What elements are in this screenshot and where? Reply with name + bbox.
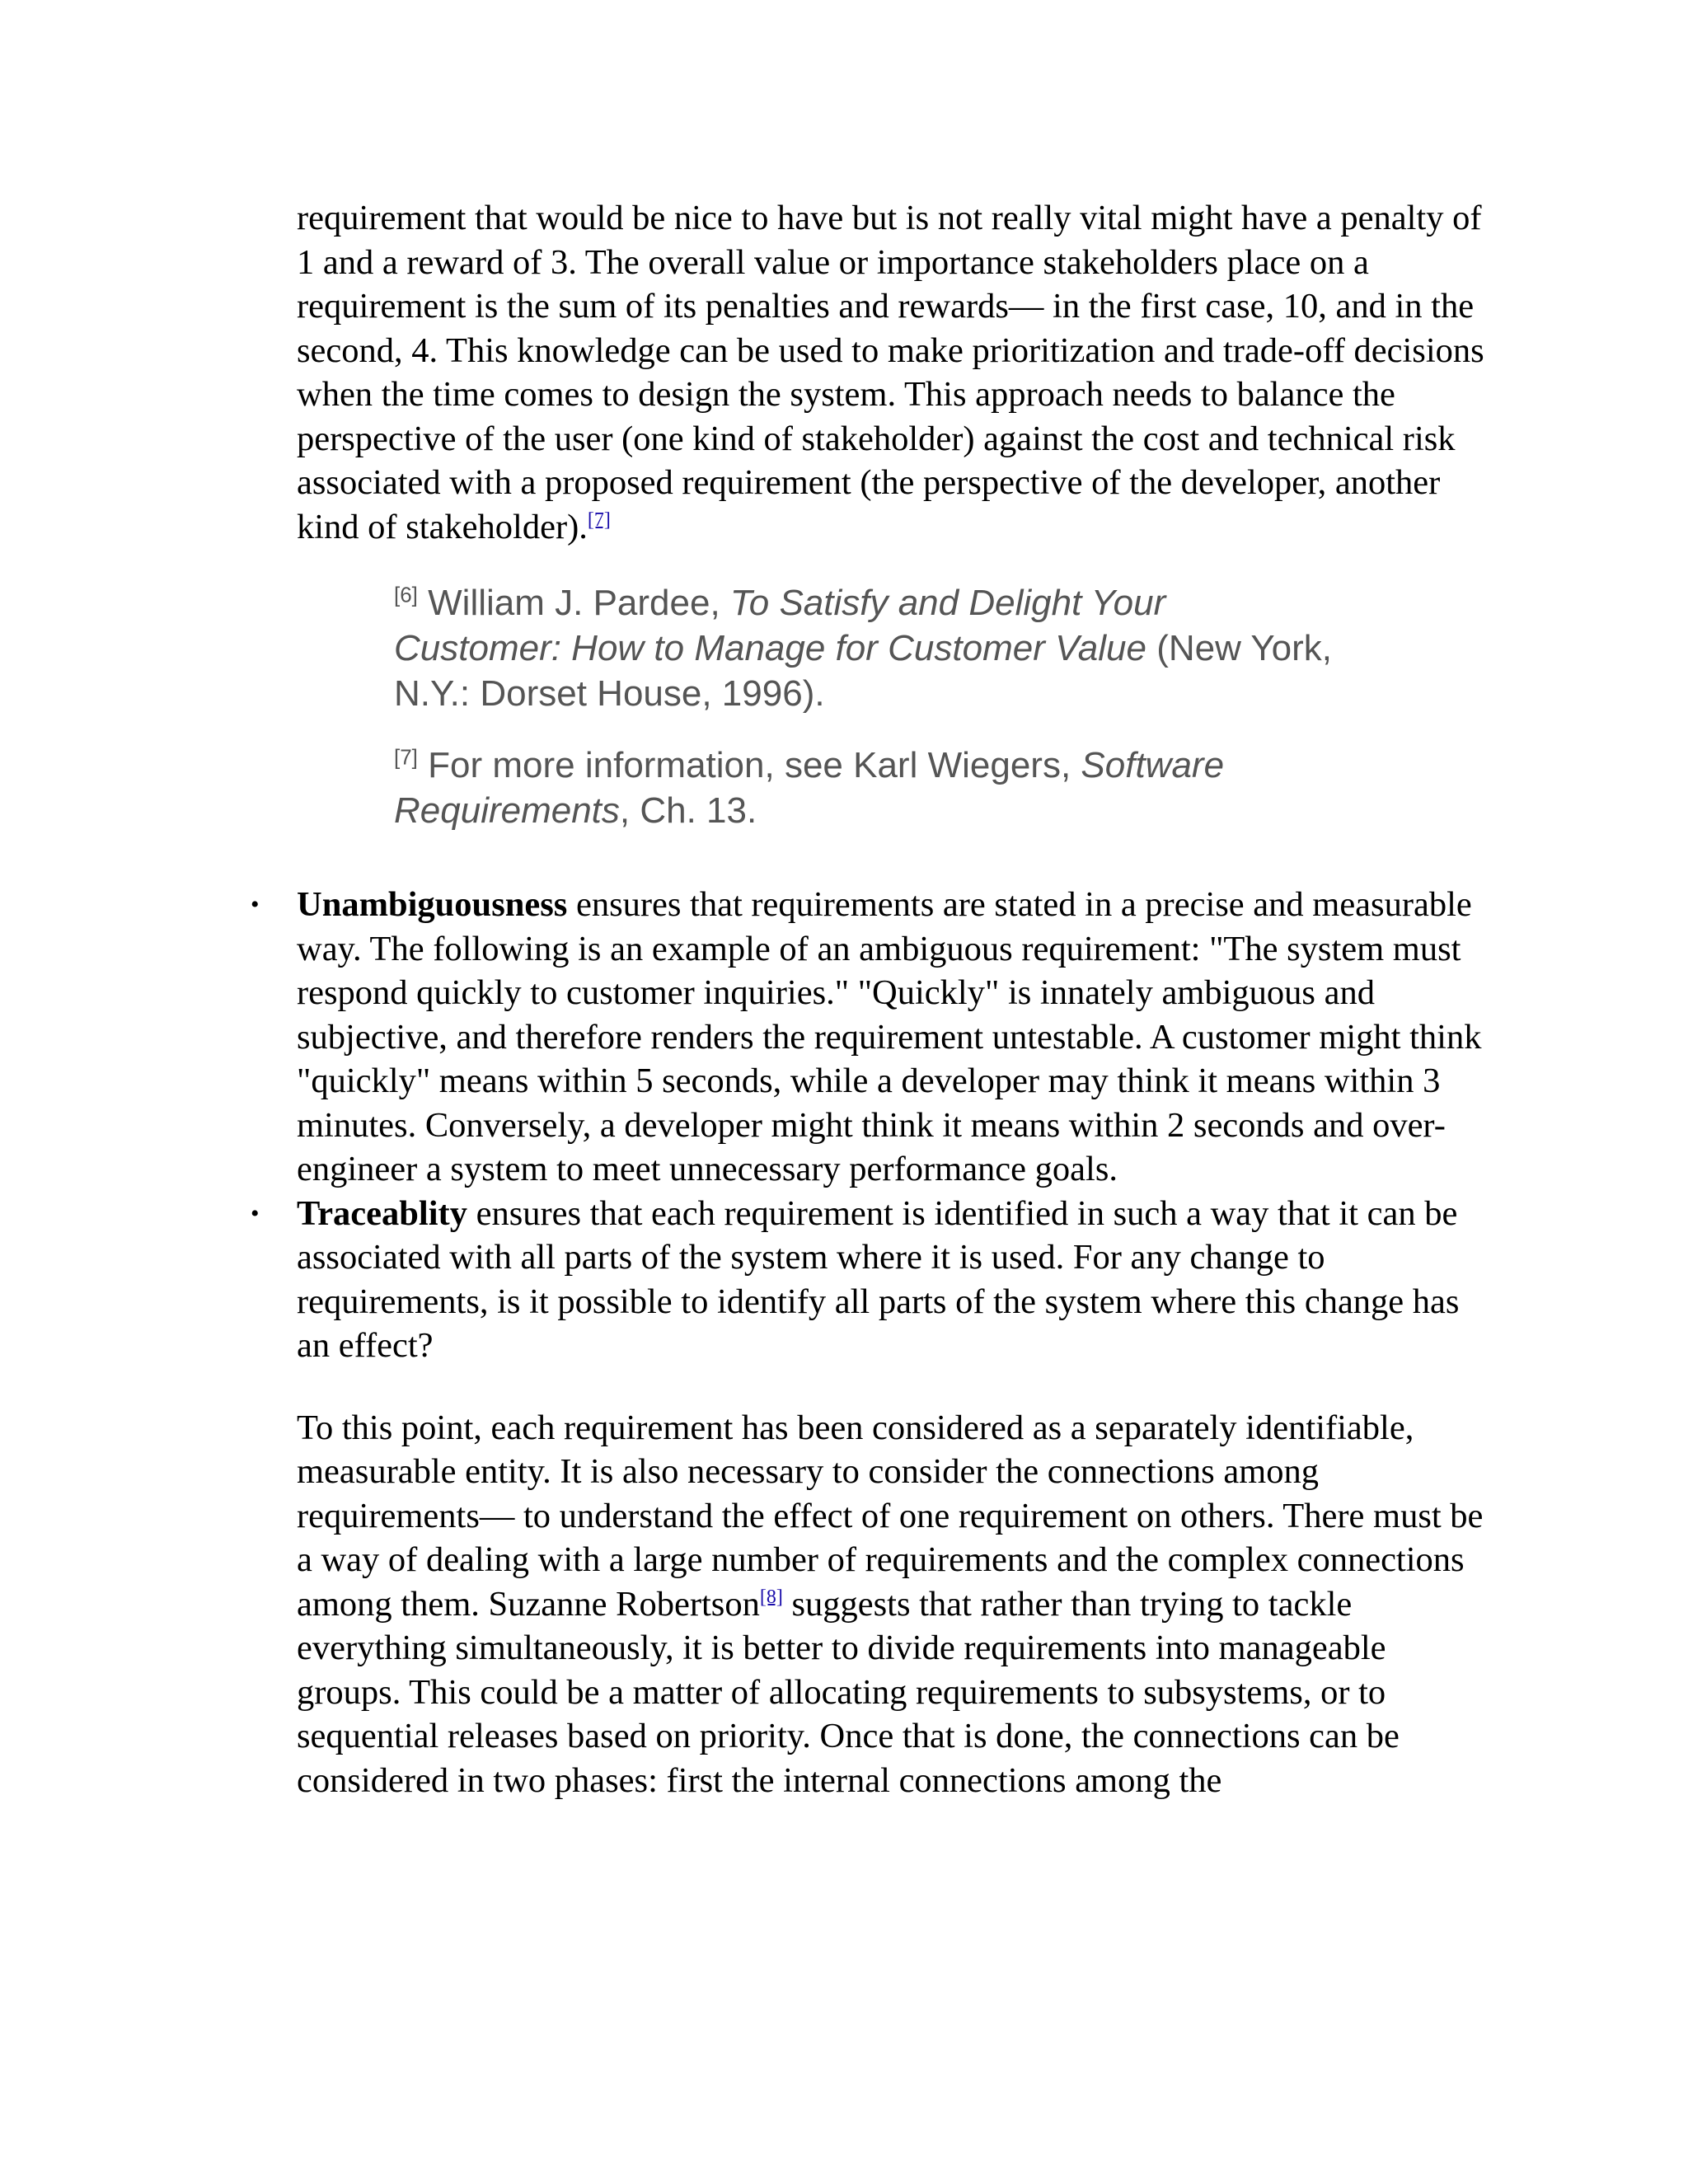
footnotes-block <box>394 580 1342 833</box>
bullet-dot-icon: • <box>251 1199 260 1227</box>
footnote-6 <box>394 580 1342 716</box>
closing-paragraph <box>297 1406 1492 1803</box>
footnote-link-7[interactable]: [7] <box>587 509 611 531</box>
footnote-text: William J. Pardee, <box>417 583 730 623</box>
footnote-text: For more information, see Karl Wiegers, <box>417 745 1081 785</box>
footnote-link-8[interactable]: [8] <box>759 1586 783 1608</box>
bullet-text: ensures that requirements are stated in a precise and measurable way. The following is an example of an ambiguous requirement: "The system must respond quickly to customer inquiries." "Quickly" is innately ambiguous and subjective, and therefore renders the requirement untestable. A customer might think "quickly" means within 5 seconds, while a developer may think it means within 3 minutes. Conversely, a developer might think it means within 2 seconds and over-engineer a system to meet unnecessary performance goals. <box>297 885 1482 1188</box>
footnote-title: To Satisfy and Delight Your Customer: How to Manage for Customer Value <box>394 583 1166 668</box>
bullet-dot-icon: • <box>251 891 260 918</box>
footnote-text-end: , Ch. 13. <box>619 790 757 831</box>
bullet-text: ensures that each requirement is identified in such a way that it can be associated with all parts of the system where it is used. For any change to requirements, is it possible to identify all parts of the system where this change has an effect? <box>297 1193 1460 1365</box>
intro-paragraph <box>297 196 1492 549</box>
footnote-text-end: (New York, N.Y.: Dorset House, 1996). <box>394 628 1332 714</box>
footnote-number: [7] <box>394 744 418 770</box>
bullet-unambiguousness <box>251 883 1492 1192</box>
footnote-7 <box>394 743 1342 833</box>
footnote-title: Software Requirements <box>394 745 1225 831</box>
bullet-term: Traceablity <box>297 1193 467 1233</box>
closing-text-start: To this point, each requirement has been considered as a separately identifiable, measurable entity. It is also necessary to consider the connections among requirements— to understand the effect of one requirement on others. There must be a way of dealing with a large number of requirements and the complex connections among them. Suzanne Robertson <box>297 1408 1484 1624</box>
requirements-bullet-list <box>251 883 1492 1368</box>
footnote-ref-8 <box>760 1586 783 1607</box>
bullet-term: Unambiguousness <box>297 885 568 924</box>
bullet-traceability <box>251 1192 1492 1368</box>
intro-text: requirement that would be nice to have but is not really vital might have a penalty of 1 and a reward of 3. The overall value or importance stakeholders place on a requirement is the sum of its penalties and rewards— in the first case, 10, and in the second, 4. This knowledge can be used to make prioritization and trade-off decisions when the time comes to design the system. This approach needs to balance the perspective of the user (one kind of stakeholder) against the cost and technical risk associated with a proposed requirement (the perspective of the developer, another kind of stakeholder). <box>297 199 1484 546</box>
document-page <box>251 196 1492 1802</box>
footnote-number: [6] <box>394 582 418 607</box>
closing-text-end: suggests that rather than trying to tackle everything simultaneously, it is better to divide requirements into manageable groups. This could be a matter of allocating requirements to subsystems, or to sequential releases based on priority. Once that is done, the connections can be considered in two phases: first the internal connections among the <box>297 1584 1400 1800</box>
footnote-ref-7 <box>588 509 611 530</box>
